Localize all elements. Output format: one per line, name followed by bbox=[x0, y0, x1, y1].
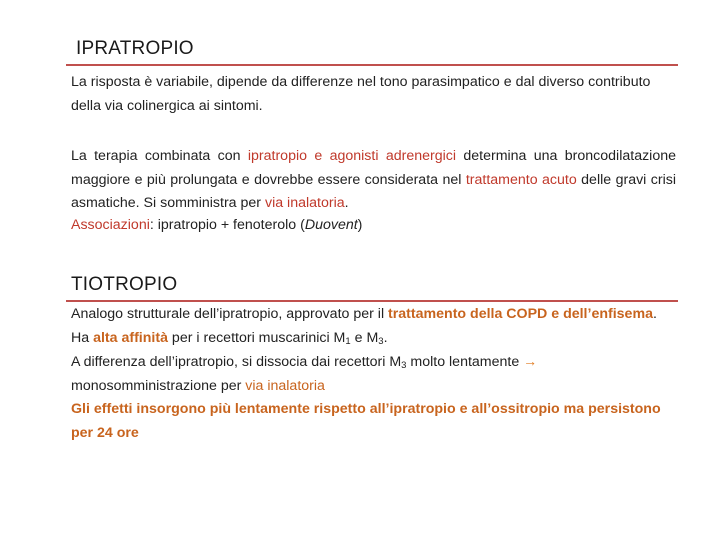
highlight-high-affinity: alta affinità bbox=[93, 329, 168, 346]
tiotropio-structure-paragraph: Analogo strutturale dell’ipratropio, approvato per il trattamento della COPD e dell’enfisema. Ha alta affinità per i recettori muscarinici $M_1$ e $M_3$. bbox=[71, 306, 657, 347]
tiotropio-effects-paragraph: Gli effetti insorgono più lentamente rispetto all’ipratropio e all’ossitropio ma persistono per 24 ore bbox=[71, 401, 661, 441]
ipratropio-therapy-paragraph: La terapia combinata con ipratropio e agonisti adrenergici determina una broncodilatazione maggiore e più prolungata e dovrebbe essere considerata nel trattamento acuto delle gravi crisi asmatiche. Si somministra per via inalatoria. bbox=[71, 148, 677, 211]
section-title-ipratropio: IPRATROPIO bbox=[76, 38, 194, 59]
tiotropio-dissociation-paragraph: A differenza dell’ipratropio, si dissocia dai recettori $M_3$ molto lentamente → monosomministrazione per via inalatoria bbox=[71, 353, 538, 394]
highlight-inhalation-route: via inalatoria bbox=[264, 195, 345, 211]
highlight-acute-treatment: trattamento acuto bbox=[465, 171, 577, 188]
highlight-copd-treatment: trattamento della COPD e dell’enfisema bbox=[388, 306, 653, 322]
title-underline-1 bbox=[66, 64, 678, 66]
ipratropio-associations-paragraph: Associazioni: ipratropio + fenoterolo (Duovent) bbox=[71, 217, 363, 233]
title-underline-2 bbox=[66, 300, 678, 302]
ipratropio-response-paragraph: La risposta è variabile, dipende da differenze nel tono parasimpatico e dal diverso contributo della via colinergica ai sintomi. bbox=[71, 74, 651, 114]
associations-label: Associazioni bbox=[71, 217, 150, 233]
section-title-tiotropio: TIOTROPIO bbox=[71, 274, 178, 295]
brand-duovent: Duovent bbox=[304, 217, 358, 233]
highlight-combination: ipratropio e agonisti adrenergici bbox=[247, 148, 457, 164]
highlight-inhalation-route-2: via inalatoria bbox=[245, 377, 325, 394]
right-arrow-icon: → bbox=[523, 353, 538, 369]
